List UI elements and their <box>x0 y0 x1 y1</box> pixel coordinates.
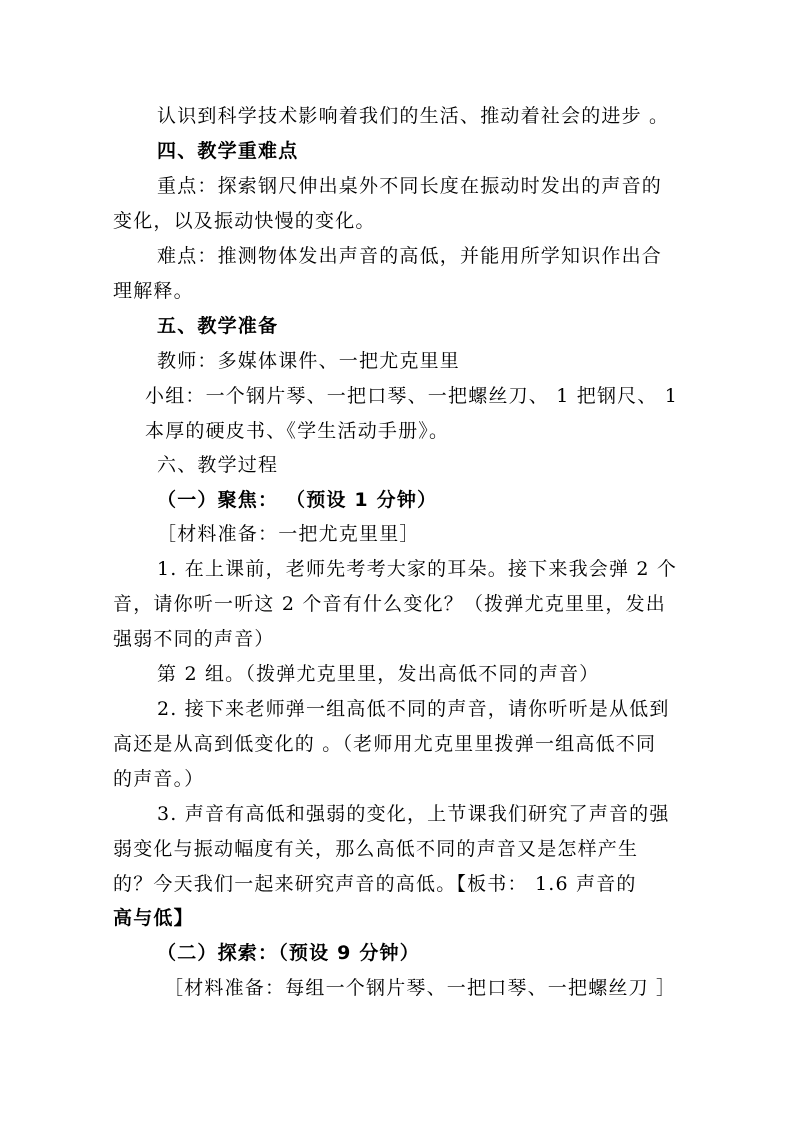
paragraph-line: 第 2 组。（拨弹尤克里里，发出高低不同的声音） <box>157 663 600 685</box>
paragraph-line: 理解释。 <box>113 280 194 302</box>
paragraph-line: 变化，以及振动快慢的变化。 <box>113 210 376 232</box>
paragraph-line: 弱变化与振动幅度有关，那么高低不同的声音又是怎样产生 <box>113 838 639 860</box>
paragraph-line: 的？今天我们一起来研究声音的高低。【板书： 1.6 声音的 <box>113 873 637 895</box>
paragraph-line: 教师：多媒体课件、一把尤克里里 <box>157 350 461 372</box>
paragraph-line: ［材料准备：每组一个钢片琴、一把口琴、一把螺丝刀 ］ <box>164 977 677 999</box>
paragraph-line: 认识到科学技术影响着我们的生活、推动着社会的进步 。 <box>157 105 670 127</box>
section-heading: 四、教学重难点 <box>157 140 299 162</box>
paragraph-line: 1. 在上课前，老师先考考大家的耳朵。接下来我会弹 2 个 <box>157 558 678 580</box>
paragraph-line: 的声音。） <box>113 768 205 790</box>
paragraph-line: 3. 声音有高低和强弱的变化，上节课我们研究了声音的强 <box>157 803 670 825</box>
paragraph-line: 2. 接下来老师弹一组高低不同的声音，请你听听是从低到 <box>157 698 670 720</box>
paragraph-line: 强弱不同的声音） <box>113 628 275 650</box>
paragraph-line: 高还是从高到低变化的 。（老师用尤克里里拨弹一组高低不同 <box>113 733 657 755</box>
section-heading: 五、教学准备 <box>157 315 279 337</box>
paragraph-line: ［材料准备：一把尤克里里］ <box>157 523 420 545</box>
paragraph-line: 小组：一个钢片琴、一把口琴、一把螺丝刀、 1 把钢尺、 1 <box>145 385 679 407</box>
paragraph-line: 重点：探索钢尺伸出桌外不同长度在振动时发出的声音的 <box>157 175 663 197</box>
paragraph-line: 高与低】 <box>113 907 194 929</box>
subsection-heading: （二）探索：（预设 9 分钟） <box>157 942 420 964</box>
section-heading: 六、教学过程 <box>157 454 279 476</box>
subsection-heading: （一）聚焦： （预设 1 分钟） <box>157 489 438 511</box>
paragraph-line: 音，请你听一听这 2 个音有什么变化？（拨弹尤克里里，发出 <box>113 593 666 615</box>
paragraph-line: 难点：推测物体发出声音的高低，并能用所学知识作出合 <box>157 245 663 267</box>
paragraph-line: 本厚的硬皮书、《学生活动手册》。 <box>145 420 450 442</box>
